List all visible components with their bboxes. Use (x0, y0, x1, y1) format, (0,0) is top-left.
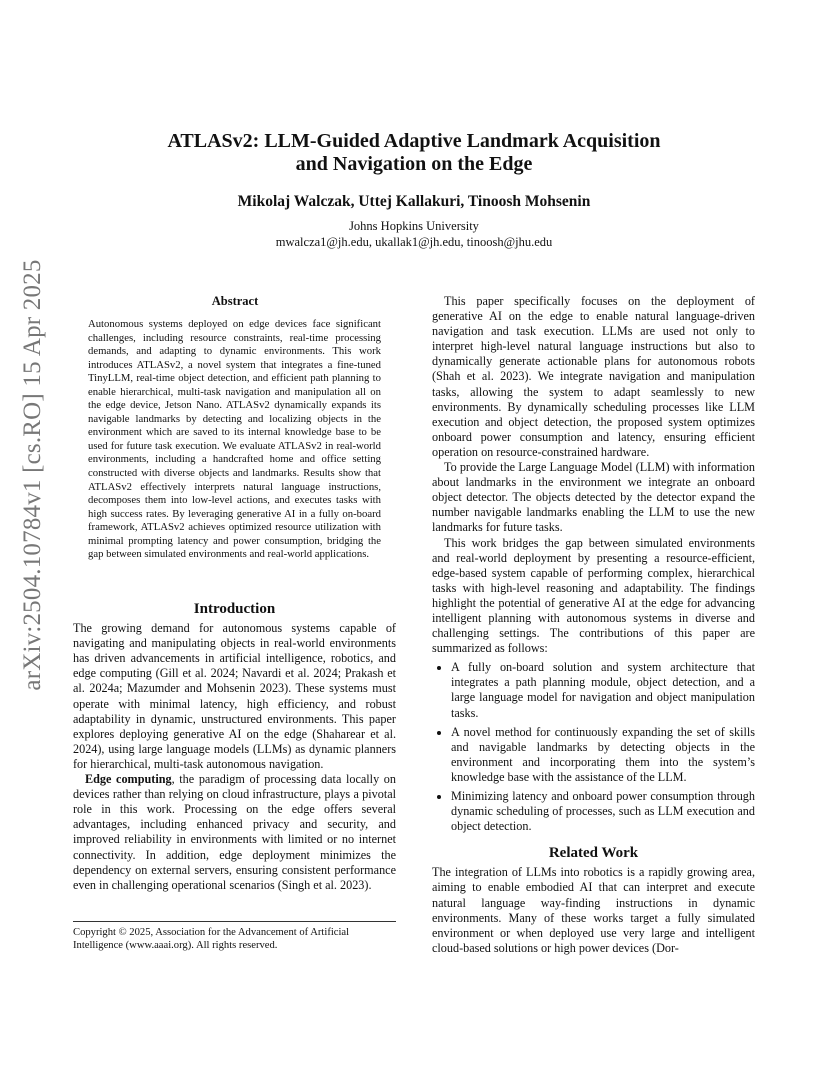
emails: mwalcza1@jh.edu, ukallak1@jh.edu, tinoosh@jhu.edu (275, 235, 553, 249)
arxiv-stamp (18, 259, 48, 691)
introduction-heading: Introduction (193, 601, 276, 617)
abstract (88, 318, 381, 562)
right-column (432, 294, 755, 956)
copyright-footnote: Copyright © 2025, Association for the Advancement of Artificial Intelligence (www.aaai.org). All rights reserved. (73, 921, 396, 952)
related-paragraph-1: The integration of LLMs into robotics is a rapidly growing area, aiming to enable embodied AI that can interpret and execute natural language way-finding instructions in dynamic environments. Many of these works target a fully simulated environment or when deployed use very large and intelligent cloud-based solutions or high power devices (Dor- (432, 865, 755, 955)
intro-paragraph-2 (73, 772, 396, 893)
edge-computing-term: Edge computing (85, 772, 172, 787)
right-paragraph-2: To provide the Large Language Model (LLM) with information about landmarks in the environment we integrate an onboard object detector. The objects detected by the detector expand the number navigable landmarks enabling the LLM to use the new landmarks for future tasks. (432, 460, 755, 535)
abstract-text: Autonomous systems deployed on edge devices face significant challenges, including resource constraints, real-time processing demands, and adapting to dynamic environments. This work introduces ATLASv2, a novel system that integrates a fine-tuned TinyLLM, real-time object detection, and efficient path planning to enable hierarchical, multi-task navigation and manipulation all on the edge device, Jetson Nano. ATLASv2 dynamically expands its navigable landmarks by detecting and localizing objects in the environment which are saved to its internal knowledge base to be used for future task execution. We evaluate ATLASv2 in real-world environments, including a handcrafted home and office setting constructed with diverse objects and landmarks. Results show that ATLASv2 effectively interprets natural language instructions, decomposes them into low-level actions, and executes tasks with high success rates. By leveraging generative AI in a fully on-board framework, ATLASv2 achieves optimized resource utilization with minimal prompting latency and power consumption, bridging the gap between simulated environments and real-world applications. (88, 318, 381, 561)
title-line-2: and Navigation on the Edge (295, 153, 533, 175)
authors: Mikolaj Walczak, Uttej Kallakuri, Tinoosh Mohsenin (237, 193, 591, 210)
contribution-item: • A novel method for continuously expanding the set of skills and navigable landmarks by detecting objects in the environment and incorporating them into the system’s knowledge base with the assistance of the LLM. (451, 725, 755, 785)
right-paragraph-3: This work bridges the gap between simulated environments and real-world deployment by presenting a resource-efficient, edge-based system capable of performing complex, hierarchical tasks with high-level reasoning and adaptability. The findings highlight the potential of generative AI at the edge for advancing intelligent planning with autonomous systems in diverse and challenging settings. The contributions of this paper are summarized as follows: (432, 535, 755, 656)
arxiv-identifier: arXiv:2504.10784v1 [cs.RO] 15 Apr 2025 (19, 259, 46, 691)
contribution-item: • Minimizing latency and onboard power consumption through dynamic scheduling of processes, such as LLM execution and object detection. (451, 789, 755, 834)
contribution-item: • A fully on-board solution and system architecture that integrates a path planning module, object detection, and a large language model for navigation and object manipulation tasks. (451, 660, 755, 720)
contributions-list (432, 660, 755, 834)
intro-paragraph-1: The growing demand for autonomous systems capable of navigating and manipulating objects in real-world environments has driven advancements in artificial intelligence, robotics, and edge computing (Gill et al. 2024; Navardi et al. 2024; Prakash et al. 2024a; Mazumder and Mohsenin 2023). These systems must operate with minimal latency, high efficiency, and robust adaptability in dynamic, unstructured environments. This paper explores deploying generative AI on the edge (Shaharear et al. 2024), using large language models (LLMs) as dynamic planners for hierarchical, multi-task autonomous navigation. (73, 621, 396, 771)
related-work-heading: Related Work (548, 845, 639, 862)
right-paragraph-1: This paper specifically focuses on the deployment of generative AI on the edge to enable natural language-driven navigation and task execution. LLMs are used not only to interpret high-level natural language instructions but also to dynamically generate actionable plans for autonomous robots (Shah et al. 2023). We integrate navigation and manipulation tasks, allowing the system to adapt seamlessly to new environments. By dynamically scheduling processes like LLM execution and object detection, the proposed system optimizes onboard power consumption and latency, ensuring efficient operation on resource-constrained hardware. (432, 294, 755, 459)
left-column (73, 602, 396, 893)
affiliation-block (0, 218, 828, 250)
affiliation: Johns Hopkins University (349, 219, 479, 233)
title-line-1: ATLASv2: LLM-Guided Adaptive Landmark Acquisition (167, 130, 661, 152)
paper-title (0, 130, 828, 176)
intro-paragraph-2-text: , the paradigm of processing data locally on devices rather than relying on cloud infrastructure, plays a pivotal role in this work. Processing on the edge offers several advantages, including enhanced privacy and security, and improved reliability in environments with limited or no internet connectivity. In addition, edge deployment minimizes the dependency on external servers, ensuring consistent performance even in challenging operational scenarios (Singh et al. 2023). (73, 772, 396, 892)
abstract-heading: Abstract (211, 294, 259, 308)
